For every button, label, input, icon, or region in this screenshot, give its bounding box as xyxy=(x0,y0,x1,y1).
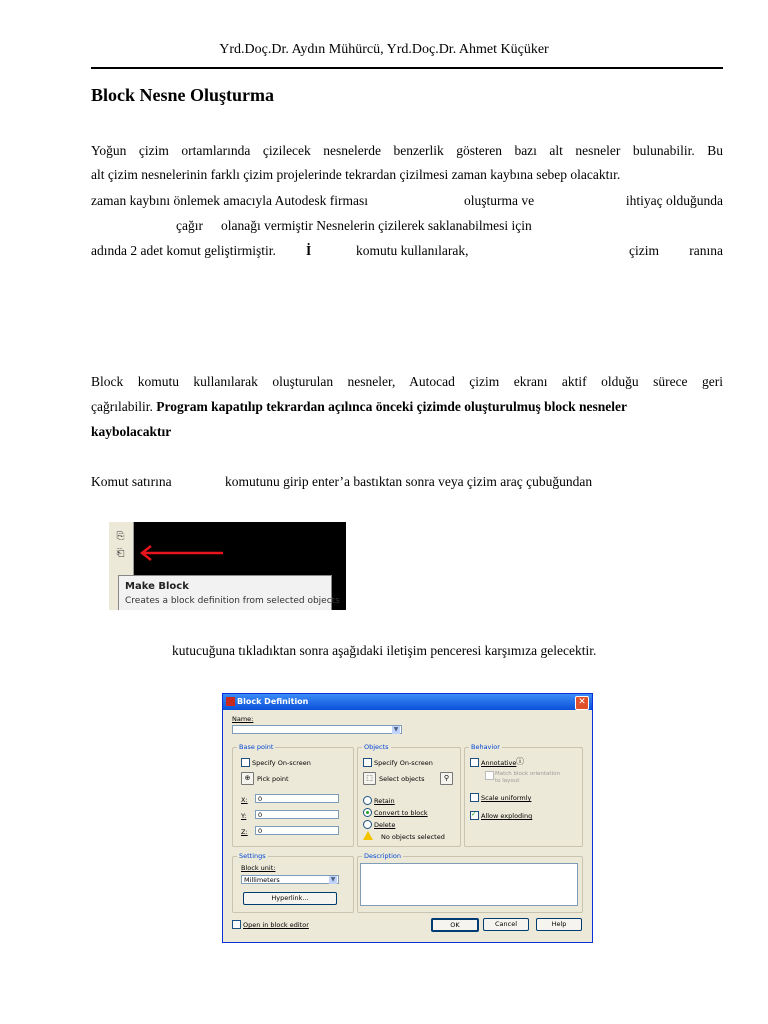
z-label: Z: xyxy=(241,828,248,836)
text: çağrılabilir. xyxy=(91,399,153,414)
label: Convert to block xyxy=(374,809,428,817)
text: Yoğun çizim ortamlarında çizilecek nesnelerde benzerlik gösteren bazı alt nesneler bulunabilir. Bu xyxy=(91,143,723,158)
group-label: Settings xyxy=(239,852,266,860)
name-label: Name: xyxy=(232,715,254,723)
block-unit-label: Block unit: xyxy=(241,864,276,872)
text: adında 2 adet komut geliştirmiştir. xyxy=(91,243,276,258)
cancel-button[interactable]: Cancel xyxy=(483,918,529,931)
block-definition-dialog xyxy=(222,693,593,943)
group-label: Description xyxy=(364,852,402,860)
allow-exploding-checkbox[interactable] xyxy=(470,811,479,820)
label: Scale uniformly xyxy=(481,794,532,802)
specify-onscreen-checkbox[interactable] xyxy=(241,758,250,767)
text: İ xyxy=(306,243,312,258)
label: Specify On-screen xyxy=(252,759,311,767)
z-input[interactable]: 0 xyxy=(255,826,339,835)
dialog-title: Block Definition xyxy=(237,697,309,706)
description-group xyxy=(357,852,583,913)
y-label: Y: xyxy=(241,812,247,820)
label: Pick point xyxy=(257,775,289,783)
section-title: Block Nesne Oluşturma xyxy=(91,85,275,105)
scale-uniformly-checkbox[interactable] xyxy=(470,793,479,802)
para1-line1 xyxy=(91,143,723,159)
tooltip xyxy=(118,575,340,610)
match-orientation-checkbox[interactable] xyxy=(485,771,494,780)
x-label: X: xyxy=(241,796,248,804)
text: komutunu girip enter’a bastıktan sonra veya çizim araç çubuğundan xyxy=(225,474,593,489)
text: komutu kullanılarak, xyxy=(356,243,469,258)
label: Select objects xyxy=(379,775,425,783)
chevron-down-icon[interactable]: ▼ xyxy=(393,726,399,733)
open-editor-checkbox[interactable] xyxy=(232,920,241,929)
group-label: Base point xyxy=(239,743,274,751)
text: Block komutu kullanılarak oluşturulan nesneler, Autocad çizim ekranı aktif olduğu sürece geri xyxy=(91,374,723,389)
convert-radio[interactable] xyxy=(363,808,372,817)
red-arrow xyxy=(137,545,227,561)
description-textarea[interactable] xyxy=(360,863,578,906)
quick-select-button[interactable]: ⚲ xyxy=(440,772,453,785)
objects-specify-checkbox[interactable] xyxy=(363,758,372,767)
page-header: Yrd.Doç.Dr. Aydın Mühürcü, Yrd.Doç.Dr. Ahmet Küçüker xyxy=(219,42,549,57)
label: Delete xyxy=(374,821,396,829)
group-label: Objects xyxy=(364,743,389,751)
make-block-icon[interactable]: ⎗ xyxy=(116,548,125,559)
text: çizim xyxy=(629,243,659,258)
x-input[interactable]: 0 xyxy=(255,794,339,803)
info-icon[interactable]: ⓘ xyxy=(516,757,524,766)
ok-button[interactable]: OK xyxy=(431,918,479,932)
insert-block-icon[interactable]: ⎘ xyxy=(116,531,125,542)
label: No objects selected xyxy=(381,833,445,841)
text: Program kapatılıp tekrardan açılınca önceki çizimde oluşturulmuş block nesneler xyxy=(156,399,627,414)
text: ihtiyaç olduğunda xyxy=(625,193,723,208)
annotative-checkbox[interactable] xyxy=(470,758,479,767)
autocad-icon xyxy=(226,697,235,706)
dialog-titlebar xyxy=(223,694,592,710)
text: olanağı vermiştir Nesnelerin çizilerek saklanabilmesi için xyxy=(221,218,532,233)
text: Komut satırına xyxy=(91,474,172,489)
para2-line2 xyxy=(91,399,723,415)
delete-radio[interactable] xyxy=(363,820,372,829)
name-combobox[interactable] xyxy=(232,725,402,734)
text: ranına xyxy=(689,243,723,258)
label: Specify On-screen xyxy=(374,759,433,767)
label: Allow exploding xyxy=(481,812,533,820)
para2-line1 xyxy=(91,374,723,390)
help-button[interactable]: Help xyxy=(536,918,582,931)
tooltip-desc: Creates a block definition from selected objects xyxy=(125,596,340,606)
text: oluşturma ve xyxy=(464,193,535,208)
header-rule xyxy=(91,67,723,69)
group-label: Behavior xyxy=(471,743,500,751)
block-unit-value: Millimeters xyxy=(244,876,280,884)
warning-icon xyxy=(363,831,373,840)
para1-line2: alt çizim nesnelerinin farklı çizim projelerinde tekrardan çizilmesi zaman kaybına sebep olacaktır. xyxy=(91,167,621,182)
behavior-group xyxy=(464,743,583,847)
retain-radio[interactable] xyxy=(363,796,372,805)
base-point-group xyxy=(232,743,354,847)
block-unit-select[interactable] xyxy=(241,875,339,884)
tooltip-title: Make Block xyxy=(125,581,189,592)
close-icon[interactable]: ✕ xyxy=(575,696,589,710)
label: Match block orientation to layout xyxy=(495,771,560,784)
para4-line: kutucuğuna tıkladıktan sonra aşağıdaki iletişim penceresi karşımıza gelecektir. xyxy=(172,643,597,658)
text: çağır xyxy=(176,218,203,233)
y-input[interactable]: 0 xyxy=(255,810,339,819)
label: Open in block editor xyxy=(243,921,309,929)
select-objects-button[interactable]: ⬚ xyxy=(363,772,376,785)
text: zaman kaybını önlemek amacıyla Autodesk firması xyxy=(91,193,369,208)
settings-group xyxy=(232,852,354,913)
objects-group xyxy=(357,743,461,847)
para2-line3: kaybolacaktır xyxy=(91,424,172,439)
chevron-down-icon[interactable]: ▼ xyxy=(330,876,336,883)
hyperlink-button[interactable]: Hyperlink... xyxy=(243,892,337,905)
label: Retain xyxy=(374,797,395,805)
label: Annotative xyxy=(481,759,517,767)
toolbar-screenshot xyxy=(109,522,346,610)
pick-point-button[interactable]: ⊕ xyxy=(241,772,254,785)
